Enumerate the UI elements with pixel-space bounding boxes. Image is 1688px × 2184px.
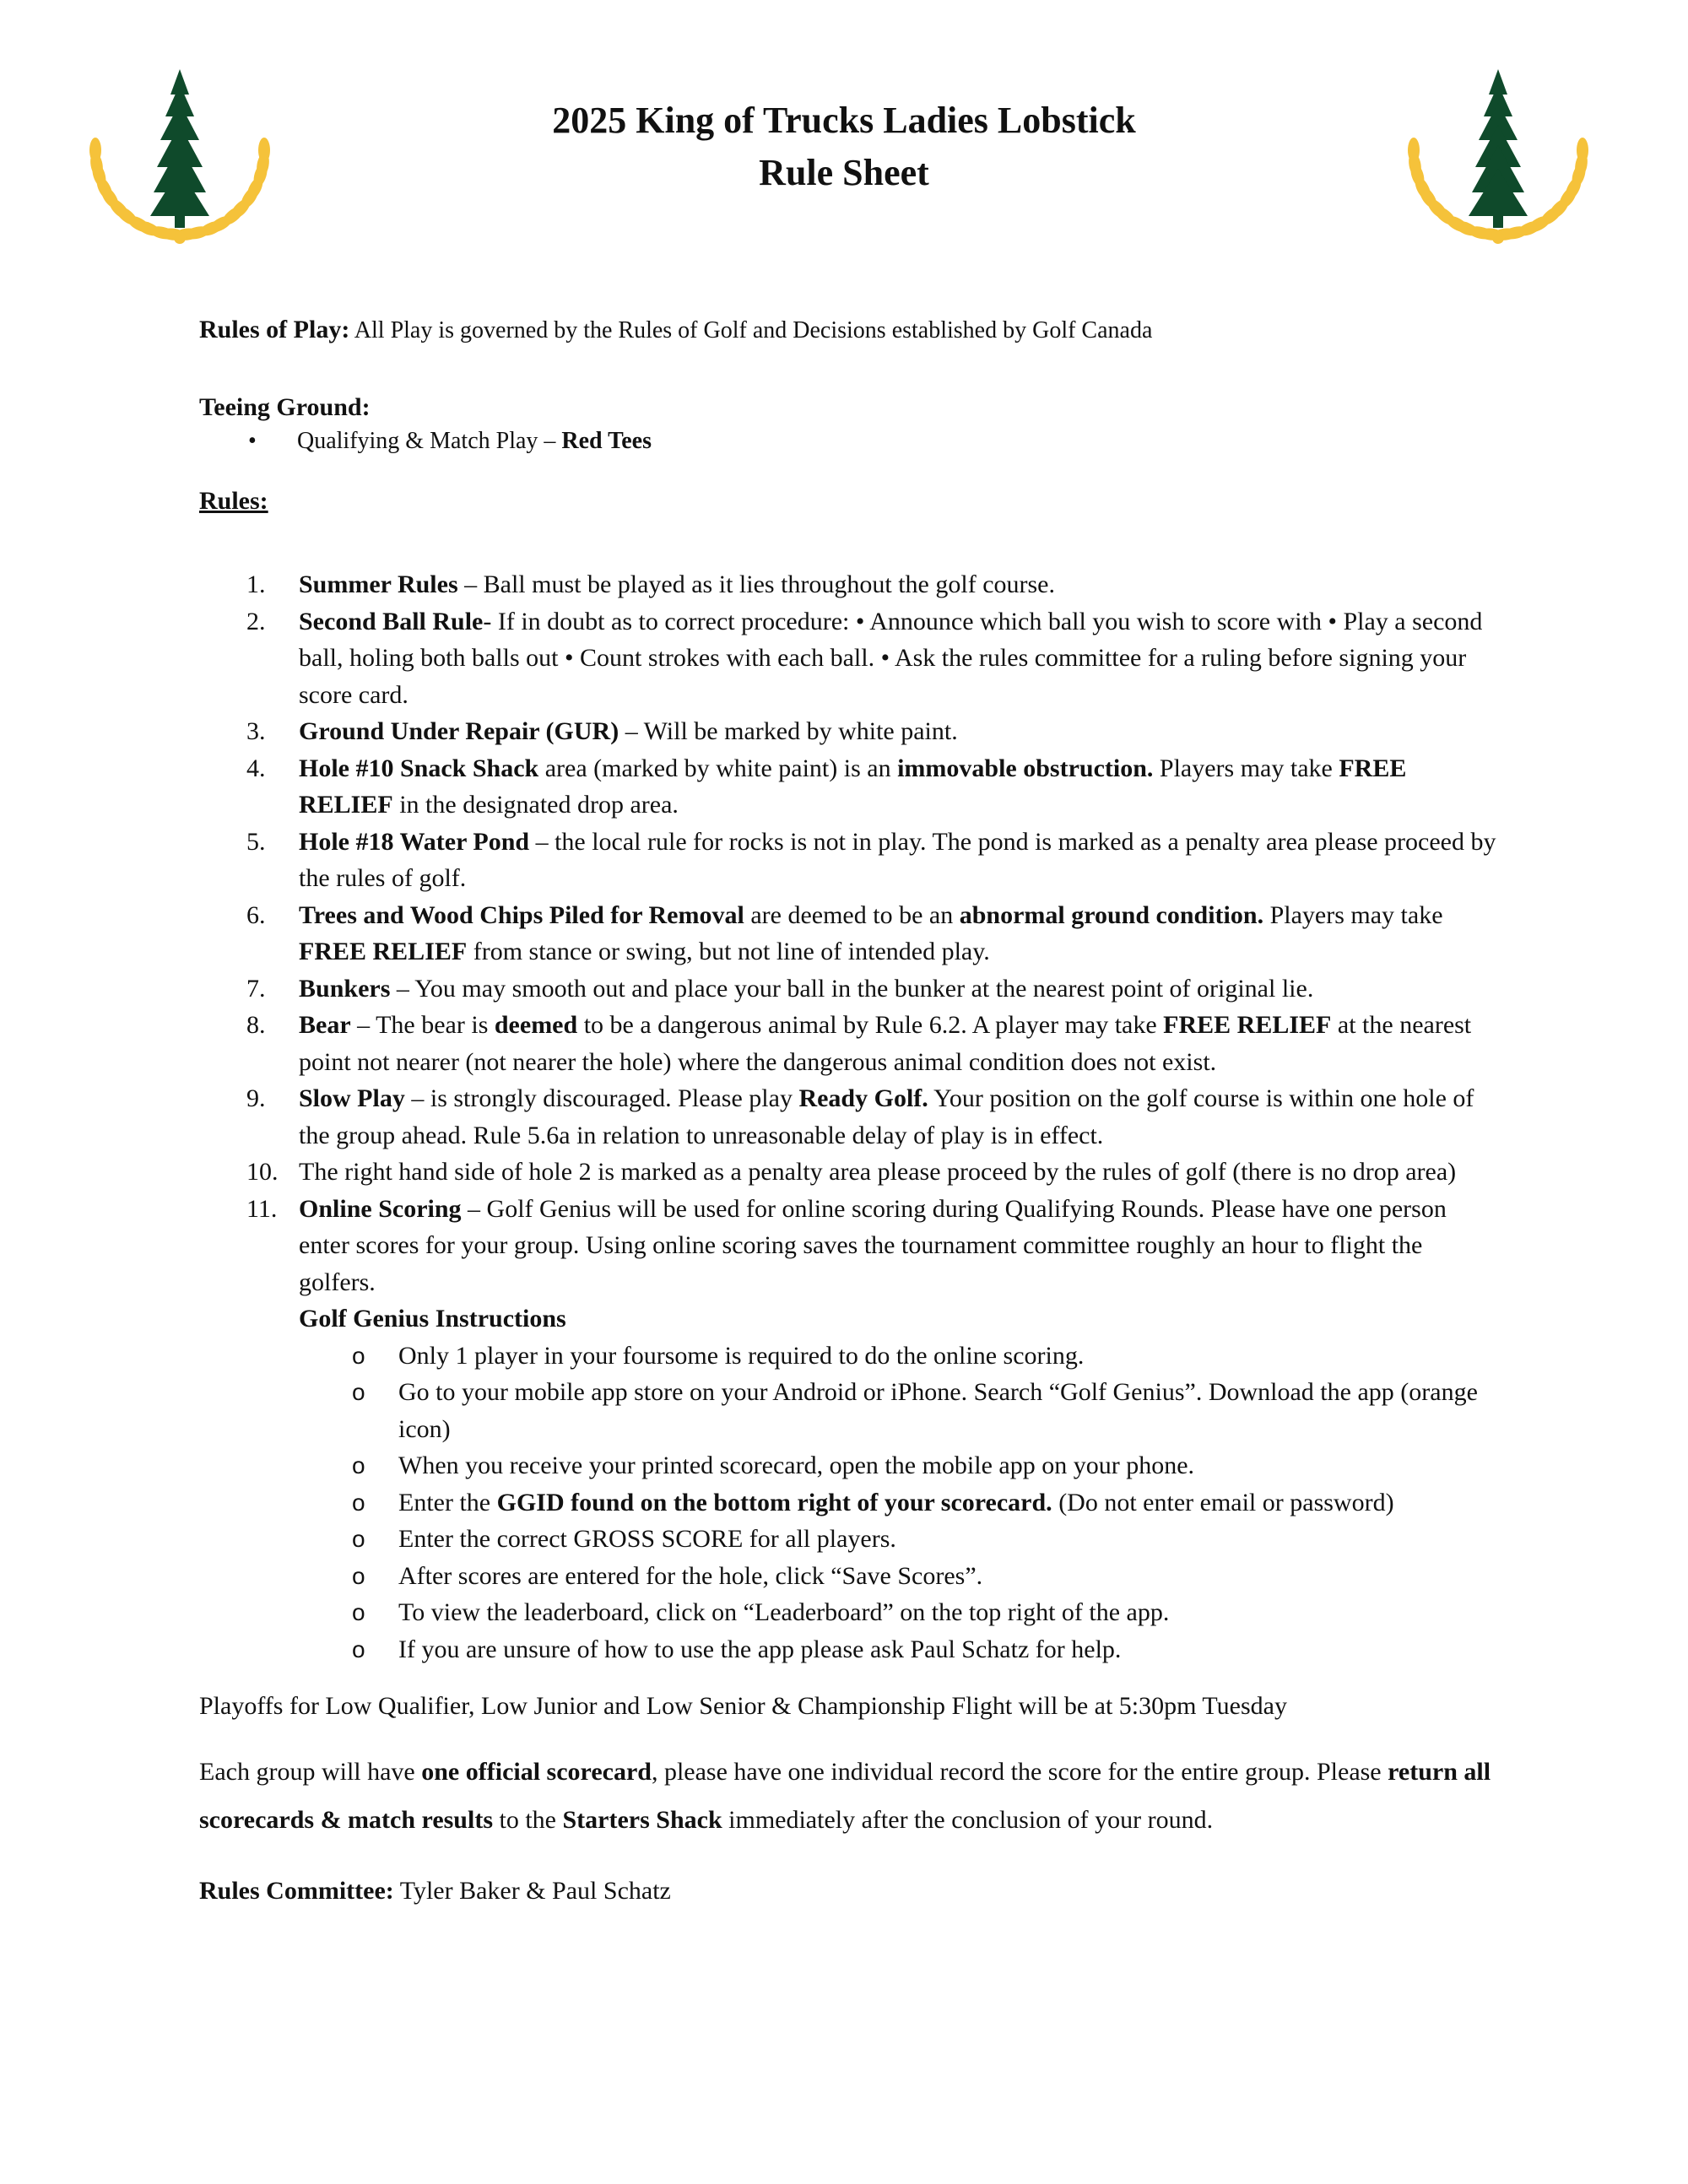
laurel-knot bbox=[1492, 232, 1504, 244]
instruction-text: Go to your mobile app store on your Android or iPhone. Search “Golf Genius”. Download the app (orange icon) bbox=[398, 1378, 1478, 1443]
rule-item bbox=[199, 713, 1499, 750]
instruction-text: When you receive your printed scorecard, open the mobile app on your phone. bbox=[398, 1451, 1195, 1479]
list-item bbox=[299, 1521, 1499, 1558]
instruction-emphasis: GGID found on the bottom right of your scorecard. bbox=[496, 1488, 1052, 1516]
title-line-2: Rule Sheet bbox=[759, 152, 929, 193]
rule-text: – You may smooth out and place your ball in the bunker at the nearest point of original lie. bbox=[390, 974, 1314, 1003]
rule-number: 5. bbox=[246, 827, 266, 856]
committee-label: Rules Committee: bbox=[199, 1877, 394, 1905]
rule-text: to be a dangerous animal by Rule 6.2. A player may take bbox=[577, 1011, 1164, 1039]
rule-number: 10. bbox=[246, 1158, 279, 1186]
rule-emphasis: FREE RELIEF bbox=[1163, 1011, 1332, 1039]
rule-number: 7. bbox=[246, 974, 266, 1003]
circle-bullet-icon: o bbox=[352, 1489, 365, 1516]
rule-title: Hole #18 Water Pond bbox=[299, 827, 530, 856]
rule-text: – Golf Genius will be used for online scoring during Qualifying Rounds. Please have one person enter scores for your group. Using online scoring saves the tournament committee roughly an hour to flight the golfers. bbox=[299, 1194, 1447, 1296]
rule-text: - If in doubt as to correct procedure: • Announce which ball you wish to score with • Play a second ball, holing both balls out • Count strokes with each ball. • Ask the rules committee for a ruling before signing your score card. bbox=[299, 607, 1483, 709]
rule-title: Trees and Wood Chips Piled for Removal bbox=[299, 900, 744, 929]
rule-text: The right hand side of hole 2 is marked as a penalty area please proceed by the rules of golf (there is no drop area) bbox=[299, 1158, 1457, 1186]
rule-item bbox=[199, 750, 1499, 824]
list-item bbox=[299, 1447, 1499, 1484]
tee-item-text: Qualifying & Match Play – bbox=[297, 428, 562, 454]
scorecard-note bbox=[199, 1748, 1499, 1844]
rule-title: Online Scoring bbox=[299, 1194, 462, 1223]
rule-text: – is strongly discouraged. Please play bbox=[404, 1084, 799, 1112]
instruction-text: After scores are entered for the hole, click “Save Scores”. bbox=[398, 1561, 983, 1590]
golf-genius-heading: Golf Genius Instructions bbox=[299, 1305, 566, 1333]
rule-item bbox=[199, 1191, 1499, 1668]
rule-text: – Will be marked by white paint. bbox=[619, 717, 958, 745]
rule-emphasis: immovable obstruction. bbox=[897, 754, 1154, 782]
playoffs-note: Playoffs for Low Qualifier, Low Junior and Low Senior & Championship Flight will be at 5:30pm Tuesday bbox=[199, 1692, 1287, 1720]
rule-text: – the local rule for rocks is not in play. The pond is marked as a penalty area please proceed by the rules of golf. bbox=[299, 827, 1496, 892]
rule-number: 3. bbox=[246, 717, 266, 745]
bullet-icon: • bbox=[248, 428, 257, 454]
rule-text: at the nearest point not nearer (not nearer the hole) where the dangerous animal condition does not exist. bbox=[299, 1011, 1472, 1076]
rule-item bbox=[199, 897, 1499, 970]
rules-list bbox=[199, 566, 1499, 1668]
rule-sheet-body bbox=[199, 312, 1499, 1909]
rule-text: – The bear is bbox=[350, 1011, 495, 1039]
scorecard-text: , please have one individual record the score for the entire group. Please bbox=[651, 1758, 1388, 1786]
golf-genius-instructions bbox=[299, 1338, 1499, 1668]
instruction-text: If you are unsure of how to use the app please ask Paul Schatz for help. bbox=[398, 1635, 1122, 1663]
rules-of-play bbox=[199, 312, 1499, 349]
scorecard-text: immediately after the conclusion of your round. bbox=[722, 1806, 1214, 1834]
rule-number: 9. bbox=[246, 1084, 266, 1112]
rule-emphasis: FREE RELIEF bbox=[299, 938, 468, 965]
rule-item bbox=[199, 824, 1499, 897]
instruction-text: Only 1 player in your foursome is required to do the online scoring. bbox=[398, 1341, 1085, 1370]
rule-emphasis: abnormal ground condition. bbox=[959, 900, 1264, 929]
list-item bbox=[299, 1631, 1499, 1668]
instruction-text: Enter the correct GROSS SCORE for all players. bbox=[398, 1525, 896, 1553]
rule-number: 4. bbox=[246, 754, 266, 782]
rule-number: 11. bbox=[246, 1194, 278, 1223]
rule-text: Your position on the golf course is within one hole of the group ahead. Rule 5.6a in relation to unreasonable delay of play is in effect. bbox=[299, 1084, 1474, 1149]
list-item bbox=[299, 1338, 1499, 1375]
rule-emphasis: FREE RELIEF bbox=[299, 754, 1407, 819]
rules-of-play-label: Rules of Play: bbox=[199, 316, 350, 343]
circle-bullet-icon: o bbox=[352, 1526, 365, 1552]
instruction-text: Enter the bbox=[398, 1488, 497, 1516]
rule-text: are deemed to be an bbox=[744, 900, 960, 929]
laurel-knot bbox=[174, 232, 186, 244]
document-title bbox=[0, 95, 1688, 199]
rule-text: area (marked by white paint) is an bbox=[538, 754, 898, 782]
circle-bullet-icon: o bbox=[352, 1342, 365, 1369]
scorecard-emphasis: Starters Shack bbox=[562, 1806, 722, 1834]
rule-number: 1. bbox=[246, 570, 266, 598]
list-item bbox=[299, 1374, 1499, 1447]
circle-bullet-icon: o bbox=[352, 1635, 365, 1662]
scorecard-text: Each group will have bbox=[199, 1758, 422, 1786]
rule-title: Second Ball Rule bbox=[299, 607, 484, 635]
scorecard-text: to the bbox=[493, 1806, 563, 1834]
rule-title: Bunkers bbox=[299, 974, 391, 1003]
rule-item bbox=[199, 1080, 1499, 1154]
rules-committee bbox=[199, 1873, 1499, 1909]
tee-item-bold: Red Tees bbox=[561, 428, 652, 454]
teeing-ground-list bbox=[199, 424, 1499, 458]
circle-bullet-icon: o bbox=[352, 1452, 365, 1479]
rule-title: Hole #10 Snack Shack bbox=[299, 754, 539, 782]
scorecard-emphasis: one official scorecard bbox=[421, 1758, 652, 1786]
rule-emphasis: Ready Golf. bbox=[798, 1084, 928, 1112]
rule-number: 6. bbox=[246, 900, 266, 929]
rule-number: 8. bbox=[246, 1011, 266, 1039]
rule-text: Players may take bbox=[1153, 754, 1339, 782]
rule-text: Players may take bbox=[1263, 900, 1443, 929]
rule-title: Slow Play bbox=[299, 1084, 405, 1112]
rule-item bbox=[199, 970, 1499, 1008]
rule-title: Summer Rules bbox=[299, 570, 458, 598]
circle-bullet-icon: o bbox=[352, 1562, 365, 1589]
rule-item bbox=[199, 1007, 1499, 1080]
rule-text: in the designated drop area. bbox=[392, 791, 679, 819]
scorecard-emphasis: return all scorecards & match results bbox=[199, 1758, 1491, 1834]
circle-bullet-icon: o bbox=[352, 1379, 365, 1405]
rule-title: Bear bbox=[299, 1011, 351, 1039]
rules-heading: Rules: bbox=[199, 487, 268, 515]
rules-of-play-text: All Play is governed by the Rules of Golf and Decisions established by Golf Canada bbox=[349, 317, 1153, 343]
rule-emphasis: deemed bbox=[494, 1011, 578, 1039]
rule-text: – Ball must be played as it lies throughout the golf course. bbox=[457, 570, 1055, 598]
list-item bbox=[299, 1594, 1499, 1631]
list-item bbox=[199, 424, 1499, 458]
rule-number: 2. bbox=[246, 607, 266, 635]
list-item bbox=[299, 1558, 1499, 1595]
instruction-text: (Do not enter email or password) bbox=[1052, 1488, 1394, 1516]
title-line-1: 2025 King of Trucks Ladies Lobstick bbox=[552, 100, 1136, 141]
committee-names: Tyler Baker & Paul Schatz bbox=[393, 1877, 671, 1905]
rule-item bbox=[199, 603, 1499, 714]
rule-item bbox=[199, 566, 1499, 603]
instruction-text: To view the leaderboard, click on “Leaderboard” on the top right of the app. bbox=[398, 1598, 1170, 1626]
circle-bullet-icon: o bbox=[352, 1599, 365, 1625]
rule-item bbox=[199, 1154, 1499, 1191]
rule-title: Ground Under Repair (GUR) bbox=[299, 717, 619, 745]
teeing-ground-heading: Teeing Ground: bbox=[199, 393, 371, 421]
rule-text: from stance or swing, but not line of intended play. bbox=[467, 938, 990, 965]
list-item bbox=[299, 1484, 1499, 1522]
